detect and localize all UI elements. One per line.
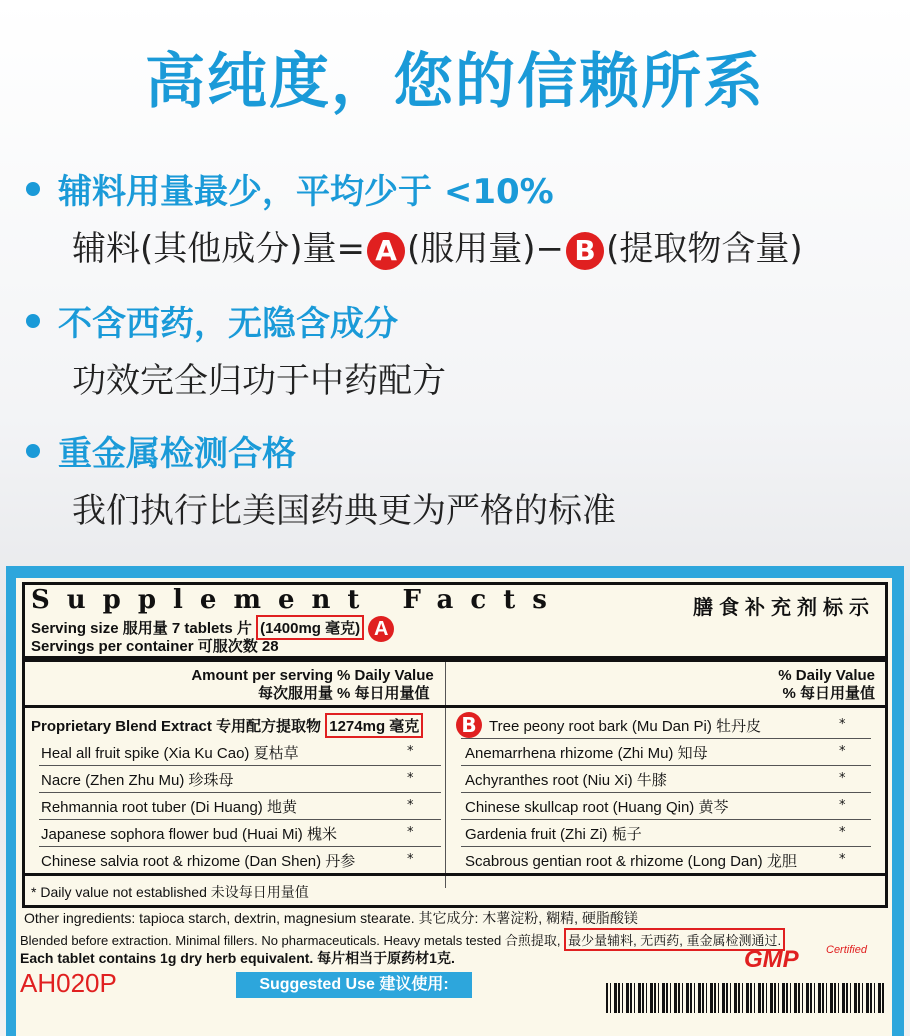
blend-name: Proprietary Blend Extract 专用配方提取物 xyxy=(31,718,322,735)
daily-value-star: * xyxy=(839,771,846,786)
marker-b-icon: B xyxy=(456,712,482,738)
row-divider xyxy=(461,738,871,739)
ingredient-item: Chinese skullcap root (Huang Qin) 黄芩 xyxy=(465,799,729,816)
header-text: % 每日用量值 xyxy=(337,685,430,702)
bullet-excipients xyxy=(26,164,803,270)
ingredient-item: Anemarrhena rhizome (Zhi Mu) 知母 xyxy=(465,745,708,762)
formula-part: (服用量)− xyxy=(407,229,565,269)
row-divider xyxy=(461,846,871,847)
bullet-subtext: 功效完全归功于中药配方 xyxy=(72,361,446,401)
tablet-note: Each tablet contains 1g dry herb equivalent. 每片相当于原药材1克. xyxy=(20,950,455,966)
gmp-certified-logo: Certified xyxy=(826,944,867,956)
bullet-heavy-metals xyxy=(26,426,616,532)
daily-value-header-right xyxy=(725,667,875,703)
supplement-facts-title-cn: 膳食补充剂标示 xyxy=(693,595,875,619)
ingredient-item: Tree peony root bark (Mu Dan Pi) 牡丹皮 xyxy=(489,715,761,736)
row-divider xyxy=(461,819,871,820)
serving-amount-box: (1400mg 毫克) xyxy=(256,615,364,640)
ingredient-item: Scabrous gentian root & rhizome (Long Dan) 龙胆 xyxy=(465,853,797,870)
header-text: % Daily Value xyxy=(337,667,434,684)
proprietary-blend xyxy=(31,713,423,738)
gmp-logo: GMP xyxy=(744,946,799,973)
daily-value-star: * xyxy=(839,825,846,840)
header-text: % Daily Value xyxy=(778,667,875,684)
header-text: Amount per serving xyxy=(191,667,333,684)
daily-value-star: * xyxy=(839,717,846,732)
formula-part: 辅料(其他成分)量= xyxy=(72,229,366,269)
formula-part: (提取物含量) xyxy=(606,229,803,269)
row-divider xyxy=(39,846,441,847)
daily-value-star: * xyxy=(839,744,846,759)
bullet-dot-icon xyxy=(26,182,40,196)
row-divider xyxy=(39,819,441,820)
page-title: 高纯度，您的信赖所系 xyxy=(145,47,765,117)
row-divider xyxy=(39,792,441,793)
daily-value-star: * xyxy=(407,852,414,867)
row-divider xyxy=(39,765,441,766)
bullet-dot-icon xyxy=(26,314,40,328)
daily-value-star: * xyxy=(407,744,414,759)
bullet-heading: 重金属检测合格 xyxy=(58,434,296,474)
bullet-subtext: 我们执行比美国药典更为严格的标准 xyxy=(72,491,616,531)
marker-a-icon: A xyxy=(368,616,394,642)
ingredient-item: Nacre (Zhen Zhu Mu) 珍珠母 xyxy=(41,772,234,789)
column-divider xyxy=(445,662,446,888)
formula-line xyxy=(72,221,803,270)
supplement-label xyxy=(16,578,892,1036)
ingredient-item: Heal all fruit spike (Xia Ku Cao) 夏枯草 xyxy=(41,745,299,762)
marker-a-icon: A xyxy=(367,232,405,270)
ingredient-item: Rehmannia root tuber (Di Huang) 地黄 xyxy=(41,799,297,816)
bullet-heading: 辅料用量最少，平均少于 <10% xyxy=(58,172,554,212)
divider xyxy=(25,656,885,662)
ingredient-item: Chinese salvia root & rhizome (Dan Shen) 丹参 xyxy=(41,853,356,870)
ingredient-item: Gardenia fruit (Zhi Zi) 栀子 xyxy=(465,826,642,843)
daily-value-star: * xyxy=(839,852,846,867)
blended-note-text: Blended before extraction. Minimal fillers. No pharmaceuticals. Heavy metals tested 合煎提取, xyxy=(20,933,565,948)
divider xyxy=(25,873,885,876)
bullet-dot-icon xyxy=(26,444,40,458)
footnote: * Daily value not established 未设每日用量值 xyxy=(31,884,309,900)
daily-value-star: * xyxy=(407,771,414,786)
blended-highlight-box: 最少量辅料, 无西药, 重金属检测通过. xyxy=(564,928,785,951)
supplement-facts-title: Supplement Facts xyxy=(31,585,564,615)
daily-value-star: * xyxy=(839,798,846,813)
row-divider xyxy=(461,765,871,766)
blend-amount-box: 1274mg 毫克 xyxy=(325,713,423,738)
ingredient-item: Japanese sophora flower bud (Huai Mi) 槐米 xyxy=(41,826,337,843)
header-text: 每次服用量 xyxy=(257,685,333,702)
serving-size-text: Serving size 服用量 7 tablets 片 xyxy=(31,620,257,637)
ingredient-item: Achyranthes root (Niu Xi) 牛膝 xyxy=(465,772,667,789)
daily-value-header-left xyxy=(337,667,441,703)
servings-per-container: Servings per container 可服次数 28 xyxy=(31,638,279,655)
product-code: AH020P xyxy=(20,968,117,998)
header-text: % 每日用量值 xyxy=(782,685,875,702)
supplement-facts-box xyxy=(22,582,888,908)
suggested-use-banner: Suggested Use 建议使用: xyxy=(236,972,472,998)
row-divider xyxy=(461,792,871,793)
divider xyxy=(25,705,885,708)
bullet-no-pharma xyxy=(26,296,446,402)
daily-value-star: * xyxy=(407,798,414,813)
marker-b-icon: B xyxy=(566,232,604,270)
other-ingredients: Other ingredients: tapioca starch, dextrin, magnesium stearate. 其它成分: 木薯淀粉, 糊精, 硬脂酸镁 xyxy=(24,910,638,926)
daily-value-star: * xyxy=(407,825,414,840)
amount-per-serving-header xyxy=(165,667,333,703)
bullet-heading: 不含西药，无隐含成分 xyxy=(58,304,398,344)
barcode-icon xyxy=(606,983,886,1013)
